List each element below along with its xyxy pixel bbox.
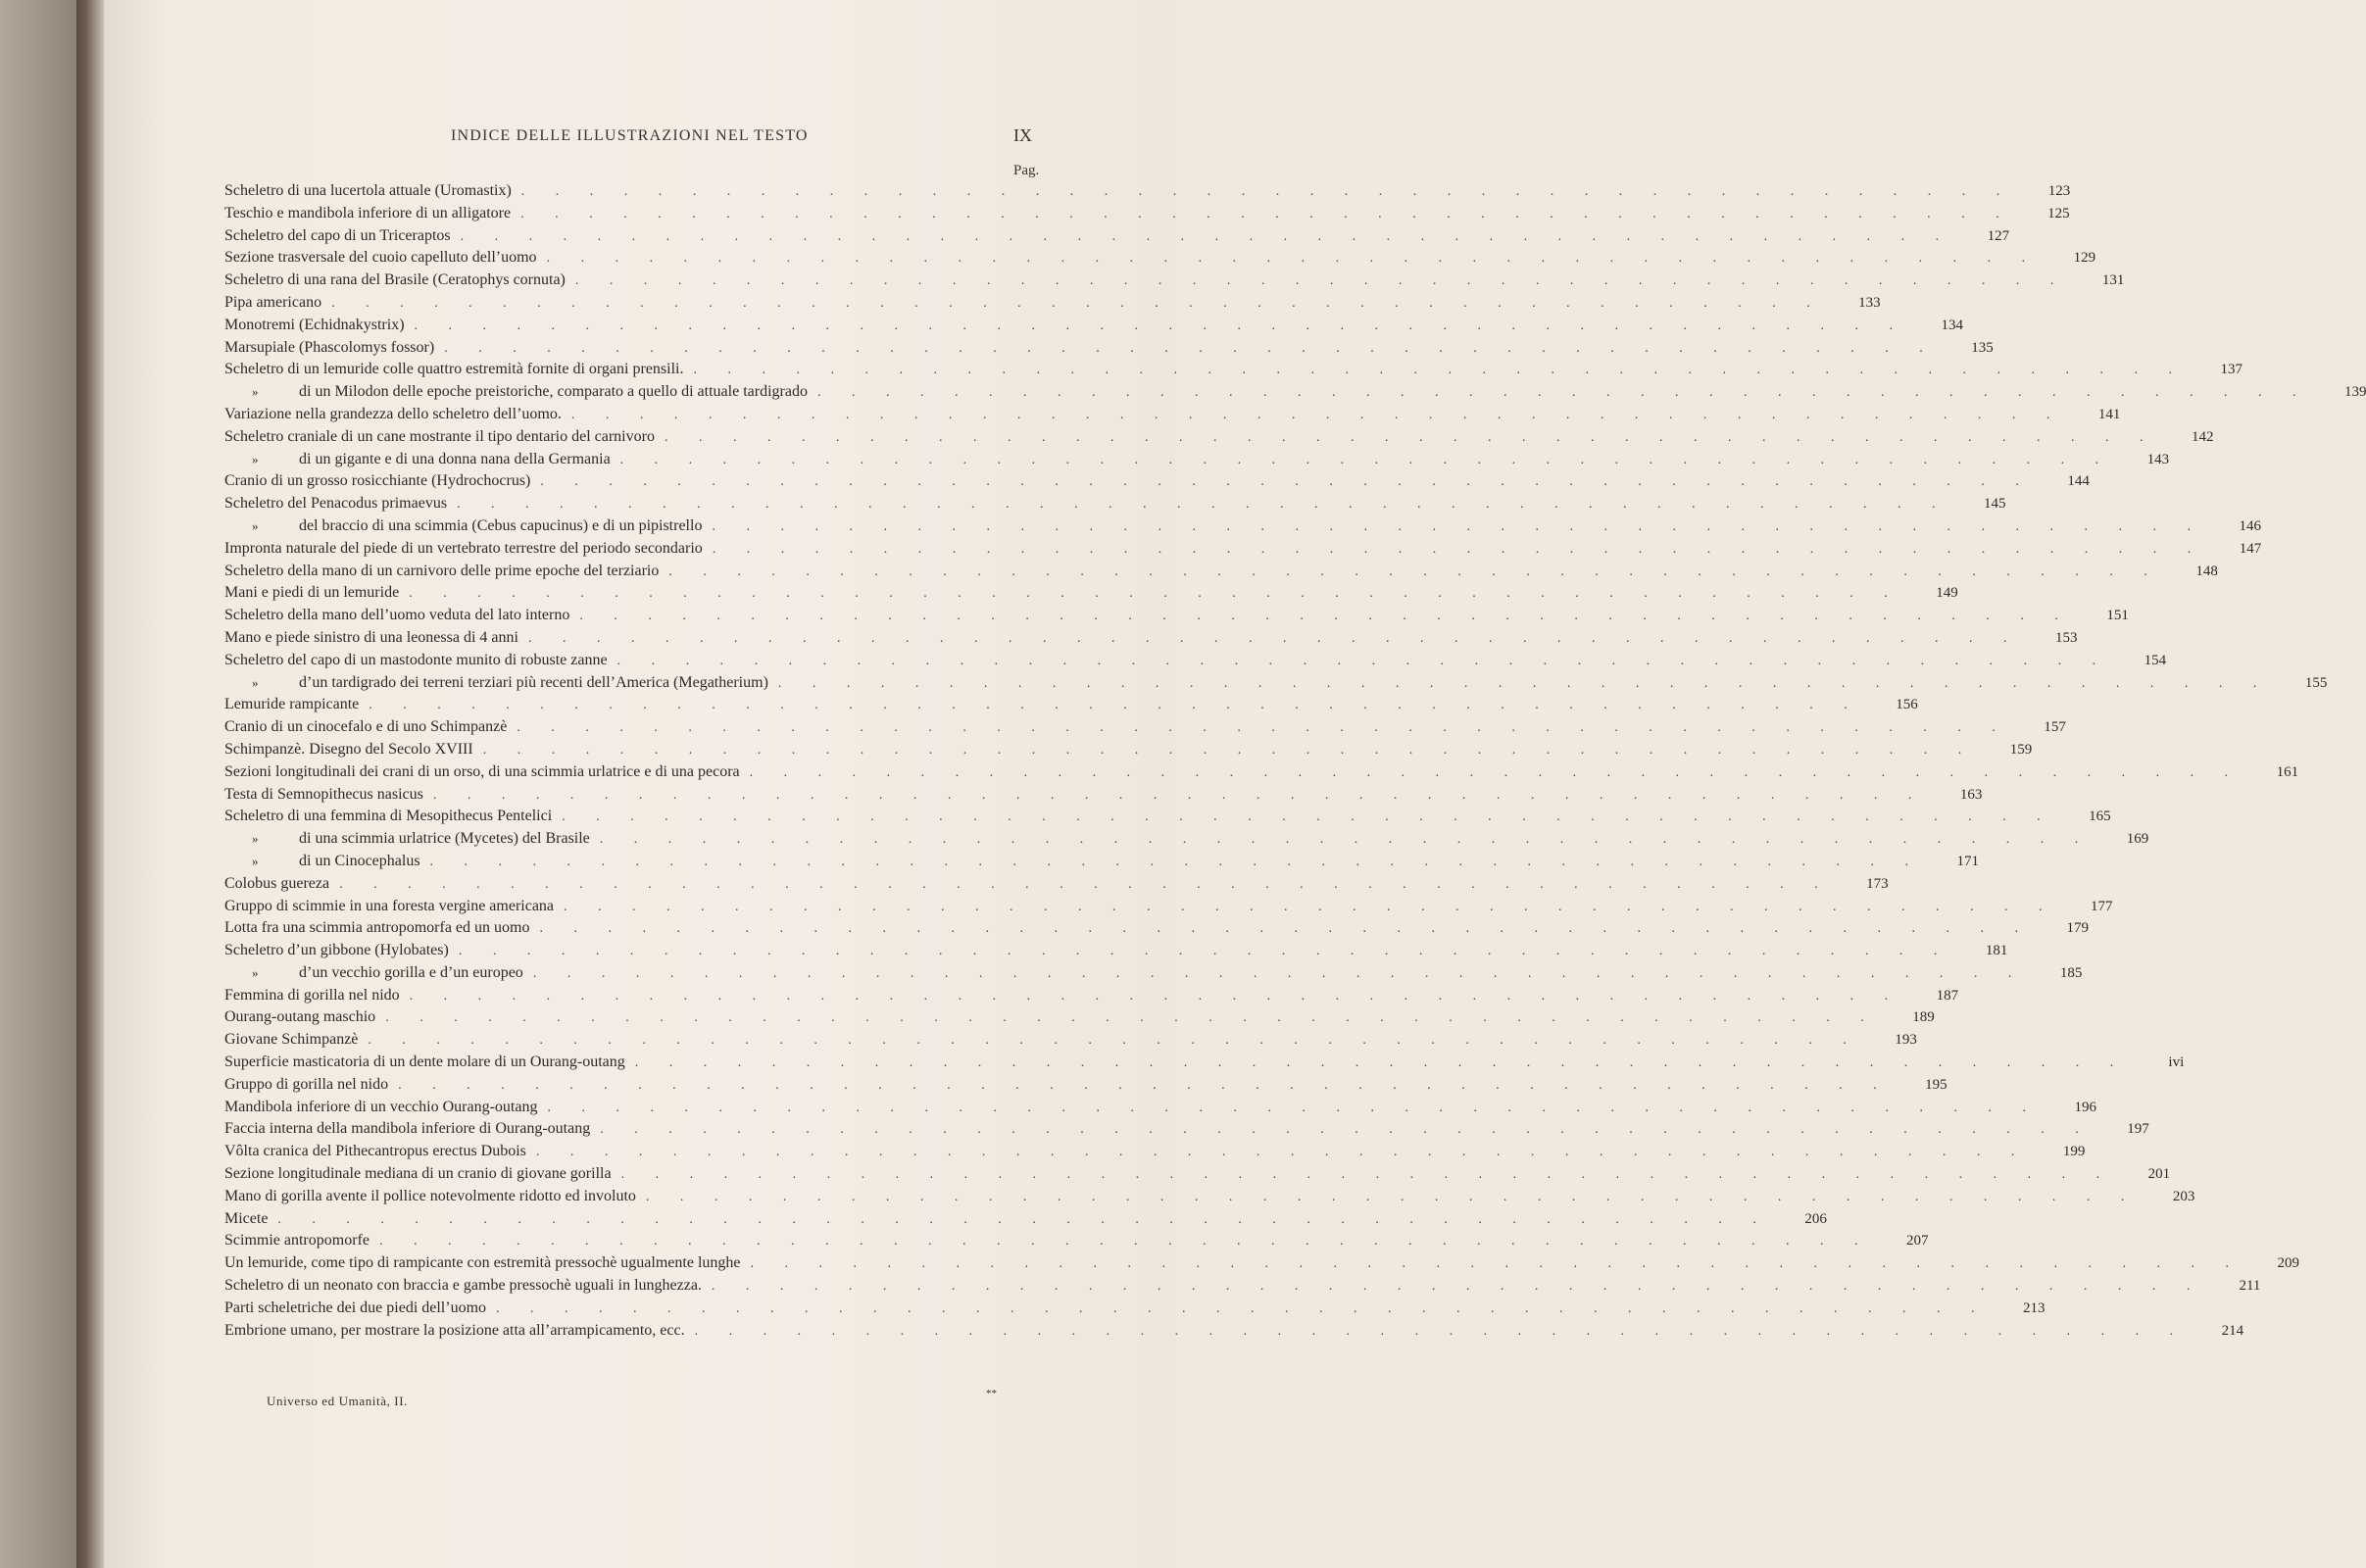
index-entry: [224, 762, 2299, 786]
leader-dots: . . . . . . . . . . . . . . . . . . . . . . . . . . . . . . . . . . . . . . . . . . . .: [458, 944, 1951, 959]
leader-dots: . . . . . . . . . . . . . . . . . . . . . . . . . . . . . . . . . . . . . . . . . . . .: [694, 1323, 2188, 1339]
entry-title: [224, 1031, 358, 1049]
leader-dots: . . . . . . . . . . . . . . . . . . . . . . . . . . . . . . . . . . . . . . . . . . . .: [564, 899, 2056, 914]
index-entry: [224, 673, 2328, 697]
book-gutter: [76, 0, 104, 1568]
leader-dots: . . . . . . . . . . . . . . . . . . . . . . . . . . . . . . . . . . . . . . . . . . . .: [750, 1256, 2243, 1272]
index-entry: [224, 516, 2261, 540]
printer-signature-mark: **: [986, 1388, 997, 1399]
index-entry: [224, 1232, 1929, 1254]
entry-title-text: Gruppo di scimmie in una foresta vergine americana: [224, 897, 555, 914]
index-entry: [224, 1098, 2096, 1121]
entry-title: [224, 1120, 590, 1138]
entry-title: [224, 763, 740, 781]
index-entry: [224, 1054, 2185, 1076]
leader-dots: . . . . . . . . . . . . . . . . . . . . . . . . . . . . . . . . . . . . . . . . . . . .: [409, 586, 1901, 602]
entry-title-text: Un lemuride, come tipo di rampicante con estremità pressochè ugualmente lunghe: [224, 1254, 741, 1272]
entry-page-number: 195: [1925, 1076, 1947, 1093]
index-entry: [224, 808, 2111, 830]
entry-title: [224, 1165, 612, 1183]
entry-title: [224, 808, 552, 825]
index-entry: [224, 718, 2066, 741]
leader-dots: . . . . . . . . . . . . . . . . . . . . . . . . . . . . . . . . . . . . . . . . . . . .: [409, 988, 1902, 1004]
entry-title-text: Mandibola inferiore di un vecchio Ourang-outang: [224, 1098, 538, 1115]
index-entry: [224, 361, 2243, 383]
entry-page-number: 139: [2343, 384, 2366, 401]
entry-title: [224, 942, 449, 959]
leader-dots: . . . . . . . . . . . . . . . . . . . . . . . . . . . . . . . . . . . . . . . . . . . .: [619, 452, 2113, 467]
leader-dots: . . . . . . . . . . . . . . . . . . . . . . . . . . . . . . . . . . . . . . . . . . . .: [532, 965, 2026, 981]
entry-title-text: Cranio di un grosso rosicchiante (Hydrochocrus): [224, 472, 531, 490]
leader-dots: . . . . . . . . . . . . . . . . . . . . . . . . . . . . . . . . . . . . . . . . . . . .: [579, 609, 2072, 624]
leader-dots: . . . . . . . . . . . . . . . . . . . . . . . . . . . . . . . . . . . . . . . . . . . .: [520, 184, 2014, 199]
index-entry: [224, 1075, 1947, 1099]
entry-title-text: Scheletro del capo di un Triceraptos: [224, 226, 451, 244]
index-entry: [224, 1254, 2299, 1277]
leader-dots: . . . . . . . . . . . . . . . . . . . . . . . . . . . . . . . . . . . . . . . . . . . .: [712, 541, 2205, 557]
entry-title: [224, 1232, 370, 1250]
entry-title-text: Mani e piedi di un lemuride: [224, 584, 400, 602]
entry-title-text: Teschio e mandibola inferiore di un alligatore: [224, 204, 512, 221]
index-entry: [224, 651, 2167, 674]
index-entry: [224, 1008, 1935, 1031]
leader-dots: . . . . . . . . . . . . . . . . . . . . . . . . . . . . . . . . . . . . . . . . . . . .: [668, 564, 2161, 579]
entry-title-text: Superficie masticatoria di un dente molare di un Ourang-outang: [224, 1054, 625, 1071]
ditto-mark: »: [252, 674, 259, 690]
index-entry: [224, 1165, 2171, 1188]
entry-page-number: 137: [2220, 362, 2243, 378]
leader-dots: . . . . . . . . . . . . . . . . . . . . . . . . . . . . . . . . . . . . . . . . . . . .: [664, 429, 2157, 445]
entry-title-text: Scheletro craniale di un cane mostrante il tipo dentario del carnivoro: [224, 427, 655, 445]
leader-dots: . . . . . . . . . . . . . . . . . . . . . . . . . . . . . . . . . . . . . . . . . . . .: [599, 832, 2093, 848]
entry-title-text: Schimpanzè. Disegno del Secolo XVIII: [224, 740, 473, 758]
entry-page-number: 185: [2059, 964, 2083, 981]
leader-dots: . . . . . . . . . . . . . . . . . . . . . . . . . . . . . . . . . . . . . . . . . . . .: [444, 340, 1937, 356]
entry-title: [224, 361, 683, 378]
index-entry: [224, 249, 2096, 271]
ditto-mark: »: [252, 451, 259, 466]
index-entry: [224, 338, 1994, 362]
entry-title: [224, 517, 702, 535]
entry-page-number: 171: [1956, 853, 1980, 869]
entry-page-number: 211: [2239, 1278, 2261, 1295]
entry-title-text: Variazione nella grandezza dello scheletro dell’uomo.: [224, 405, 562, 422]
entry-title: [224, 1076, 388, 1094]
leader-dots: . . . . . . . . . . . . . . . . . . . . . . . . . . . . . . . . . . . . . . . . . . . .: [429, 854, 1923, 869]
entry-title-text: Mano di gorilla avente il pollice notevolmente ridotto ed involuto: [224, 1187, 636, 1204]
entry-title: [224, 495, 447, 513]
entry-title-text: Embrione umano, per mostrare la posizione atta all’arrampicamento, ecc.: [224, 1321, 685, 1339]
entry-title: [224, 383, 808, 401]
entry-title: [224, 786, 423, 804]
entry-page-number: 201: [2147, 1166, 2171, 1183]
index-entry: [224, 1277, 2261, 1299]
page-number-roman: IX: [1013, 125, 1032, 145]
index-entry: [224, 383, 2366, 406]
entry-title-text: Giovane Schimpanzè: [224, 1031, 359, 1049]
entry-title-text: Scimmie antropomorfe: [224, 1232, 370, 1250]
entry-title: [224, 1188, 636, 1205]
index-entry: [224, 495, 2006, 517]
entry-title: [224, 339, 434, 357]
index-entry: [224, 628, 2078, 652]
leader-dots: . . . . . . . . . . . . . . . . . . . . . . . . . . . . . . . . . . . . . . . . . . . .: [517, 720, 2009, 736]
index-entry: [224, 963, 2083, 987]
leader-dots: . . . . . . . . . . . . . . . . . . . . . . . . . . . . . . . . . . . . . . . . . . . .: [432, 787, 1926, 803]
entry-page-number: 155: [2304, 674, 2328, 691]
index-entry: [224, 1298, 2046, 1322]
entry-title: [224, 584, 399, 602]
entry-title: [224, 696, 359, 713]
entry-page-number: 146: [2239, 517, 2261, 534]
entry-title: [224, 964, 523, 982]
entry-page-number: 159: [2009, 741, 2033, 758]
index-entry: [224, 204, 2070, 227]
entry-page-number: 133: [1858, 294, 1881, 311]
entry-title: [224, 1254, 741, 1272]
index-entry: [224, 897, 2113, 920]
entry-page-number: 199: [2062, 1144, 2086, 1160]
entry-title-text: Marsupiale (Phascolomys fossor): [224, 338, 435, 356]
pag-column-label: Pag.: [1013, 163, 1040, 178]
entry-title-text: del braccio di una scimmia (Cebus capucinus) e di un pipistrello: [299, 516, 703, 534]
entry-page-number: 129: [2073, 250, 2096, 267]
ditto-mark: »: [252, 384, 259, 400]
leader-dots: . . . . . . . . . . . . . . . . . . . . . . . . . . . . . . . . . . . . . . . . . . . .: [368, 1033, 1860, 1049]
index-entry: [224, 696, 1918, 718]
entry-title-text: Testa di Semnopithecus nasicus: [224, 785, 423, 803]
entry-title-text: Scheletro del capo di un mastodonte munito di robuste zanne: [224, 651, 608, 668]
index-entry: [224, 740, 2033, 763]
entry-page-number: 125: [2047, 205, 2070, 221]
index-entry: [224, 1321, 2244, 1345]
entry-title: [224, 987, 400, 1004]
entry-title: [224, 227, 451, 245]
entry-title: [224, 271, 566, 289]
entry-page-number: 169: [2126, 831, 2149, 848]
entry-title: [224, 1322, 685, 1340]
entry-title: [224, 249, 537, 267]
entry-title: [224, 1277, 702, 1295]
index-entry: [224, 226, 2010, 250]
entry-title-text: di una scimmia urlatrice (Mycetes) del Brasile: [299, 830, 590, 848]
entry-title: [224, 205, 511, 222]
entry-title-text: Ourang-outang maschio: [224, 1008, 376, 1026]
entry-title-text: Faccia interna della mandibola inferiore di Ourang-outang: [224, 1120, 591, 1138]
entry-title: [224, 182, 512, 200]
index-entry: [224, 472, 2090, 495]
entry-page-number: 141: [2097, 406, 2121, 422]
index-entry: [224, 562, 2218, 585]
entry-title: [224, 741, 473, 759]
leader-dots: . . . . . . . . . . . . . . . . . . . . . . . . . . . . . . . . . . . . . . . . . . . .: [749, 764, 2243, 780]
illustrations-index-list: [224, 182, 2366, 1344]
entry-title: [224, 1143, 526, 1160]
entry-title: [224, 607, 569, 624]
leader-dots: . . . . . . . . . . . . . . . . . . . . . . . . . . . . . . . . . . . . . . . . . . . .: [570, 407, 2064, 422]
ditto-mark: »: [252, 853, 259, 868]
entry-title: [224, 1299, 486, 1317]
entry-page-number: 145: [1984, 496, 2006, 513]
entry-page-number: 214: [2221, 1322, 2244, 1339]
entry-title: [224, 317, 405, 334]
entry-title-text: Scheletro di una femmina di Mesopithecus Pentelici: [224, 808, 553, 825]
entry-title-text: di un gigante e di una donna nana della Germania: [299, 450, 611, 467]
entry-title-text: Scheletro di un neonato con braccia e gambe pressochè uguali in lunghezza.: [224, 1277, 702, 1295]
entry-title-text: Mano e piede sinistro di una leonessa di 4 anni: [224, 628, 518, 646]
entry-title: [224, 406, 562, 423]
leader-dots: . . . . . . . . . . . . . . . . . . . . . . . . . . . . . . . . . . . . . . . . . . . .: [540, 474, 2033, 490]
entry-page-number: 157: [2044, 719, 2066, 736]
leader-dots: . . . . . . . . . . . . . . . . . . . . . . . . . . . . . . . . . . . . . . . . . . . .: [634, 1055, 2128, 1071]
entry-page-number: 134: [1941, 317, 1964, 333]
entry-page-number: 147: [2239, 540, 2262, 557]
entry-page-number: 187: [1936, 987, 1959, 1004]
entry-page-number: 193: [1895, 1032, 1917, 1049]
leader-dots: . . . . . . . . . . . . . . . . . . . . . . . . . . . . . . . . . . . . . . . . . . . .: [457, 497, 1949, 513]
entry-title: [224, 1054, 625, 1071]
leader-dots: . . . . . . . . . . . . . . . . . . . . . . . . . . . . . . . . . . . . . . . . . . . .: [711, 1279, 2204, 1295]
entry-title-text: di un Milodon delle epoche preistoriche, comparato a quello di attuale tardigrado: [299, 383, 808, 401]
leader-dots: . . . . . . . . . . . . . . . . . . . . . . . . . . . . . . . . . . . . . . . . . . . .: [645, 1189, 2139, 1204]
entry-title: [224, 652, 608, 669]
leader-dots: . . . . . . . . . . . . . . . . . . . . . . . . . . . . . . . . . . . . . . . . . . . .: [414, 318, 1907, 333]
entry-page-number: 135: [1971, 339, 1994, 356]
entry-title-text: Sezioni longitudinali dei crani di un orso, di una scimmia urlatrice e di una pecora: [224, 762, 740, 780]
entry-page-number: 154: [2144, 652, 2167, 668]
entry-title: [224, 718, 507, 736]
ditto-mark: »: [252, 964, 259, 980]
leader-dots: . . . . . . . . . . . . . . . . . . . . . . . . . . . . . . . . . . . . . . . . . . . .: [600, 1122, 2093, 1138]
entry-title: [224, 540, 703, 558]
leader-dots: . . . . . . . . . . . . . . . . . . . . . . . . . . . . . . . . . . . . . . . . . . . .: [277, 1211, 1770, 1227]
entry-title-text: Scheletro del Penacodus primaevus: [224, 495, 448, 513]
index-entry: [224, 942, 2008, 964]
entry-title: [224, 830, 590, 848]
leader-dots: . . . . . . . . . . . . . . . . . . . . . . . . . . . . . . . . . . . . . . . . . . . .: [562, 809, 2054, 825]
leader-dots: . . . . . . . . . . . . . . . . . . . . . . . . . . . . . . . . . . . . . . . . . . . .: [527, 630, 2021, 646]
ditto-mark: »: [252, 831, 259, 847]
entry-title: [224, 919, 529, 937]
entry-title-text: Scheletro della mano dell’uomo veduta del lato interno: [224, 607, 570, 624]
entry-title-text: Micete: [224, 1209, 269, 1227]
entry-title-text: Lotta fra una scimmia antropomorfa ed un uomo: [224, 919, 530, 937]
entry-title: [224, 875, 329, 893]
entry-title-text: Monotremi (Echidnakystrix): [224, 316, 405, 333]
entry-title-text: Sezione trasversale del cuoio capelluto dell’uomo: [224, 249, 537, 267]
entry-title-text: Cranio di un cinocefalo e di uno Schimpanzè: [224, 718, 508, 736]
entry-page-number: 161: [2276, 763, 2299, 780]
entry-title: [224, 853, 420, 870]
index-entry: [224, 271, 2125, 294]
index-entry: [224, 1031, 1917, 1054]
index-entry: [224, 1120, 2149, 1143]
entry-page-number: 173: [1866, 875, 1889, 892]
entry-page-number: 197: [2127, 1121, 2149, 1138]
entry-page-number: 127: [1987, 227, 2010, 244]
index-entry: [224, 450, 2170, 473]
entry-title: [224, 428, 655, 446]
entry-page-number: 163: [1959, 786, 1983, 803]
entry-title-text: Lemuride rampicante: [224, 696, 360, 713]
entry-page-number: ivi: [2168, 1054, 2185, 1071]
leader-dots: . . . . . . . . . . . . . . . . . . . . . . . . . . . . . . . . . . . . . . . . . . . .: [547, 1100, 2040, 1115]
imprint-footer: Universo ed Umanità, II.: [267, 1394, 408, 1408]
entry-title-text: Impronta naturale del piede di un vertebrato terrestre del periodo secondario: [224, 539, 703, 557]
entry-page-number: 156: [1896, 697, 1918, 713]
leader-dots: . . . . . . . . . . . . . . . . . . . . . . . . . . . . . . . . . . . . . . . . . . . .: [331, 295, 1824, 311]
index-entry: [224, 1209, 1827, 1233]
entry-title-text: d’un vecchio gorilla e d’un europeo: [299, 963, 523, 981]
entry-title: [224, 563, 659, 580]
leader-dots: . . . . . . . . . . . . . . . . . . . . . . . . . . . . . . . . . . . . . . . . . . . .: [482, 742, 1976, 758]
entry-title-text: Scheletro della mano di un carnivoro delle prime epoche del terziario: [224, 562, 660, 579]
leader-dots: . . . . . . . . . . . . . . . . . . . . . . . . . . . . . . . . . . . . . . . . . . . .: [712, 518, 2204, 534]
entry-title-text: Femmina di gorilla nel nido: [224, 986, 400, 1004]
index-entry: [224, 919, 2089, 942]
entry-page-number: 144: [2067, 473, 2090, 490]
index-entry: [224, 427, 2214, 451]
index-entry: [224, 785, 1983, 808]
leader-dots: . . . . . . . . . . . . . . . . . . . . . . . . . . . . . . . . . . . . . . . . . . . .: [693, 363, 2186, 378]
entry-title-text: Colobus guereza: [224, 874, 330, 892]
entry-page-number: 203: [2172, 1188, 2195, 1204]
entry-title: [224, 472, 530, 490]
index-entry: [224, 293, 1881, 317]
entry-page-number: 131: [2101, 272, 2125, 289]
entry-title-text: Sezione longitudinale mediana di un cranio di giovane gorilla: [224, 1165, 612, 1183]
leader-dots: . . . . . . . . . . . . . . . . . . . . . . . . . . . . . . . . . . . . . . . . . . . .: [574, 273, 2068, 289]
entry-page-number: 177: [2091, 898, 2113, 914]
index-entry: [224, 852, 1980, 875]
entry-page-number: 149: [1936, 585, 1958, 602]
entry-title: [224, 629, 518, 647]
entry-page-number: 151: [2106, 608, 2129, 624]
leader-dots: . . . . . . . . . . . . . . . . . . . . . . . . . . . . . . . . . . . . . . . . . . . .: [777, 675, 2271, 691]
entry-title: [224, 674, 768, 692]
entry-page-number: 142: [2191, 428, 2214, 445]
index-entry: [224, 607, 2129, 629]
leader-dots: . . . . . . . . . . . . . . . . . . . . . . . . . . . . . . . . . . . . . . . . . . . .: [460, 228, 1953, 244]
entry-page-number: 206: [1804, 1210, 1827, 1227]
leader-dots: . . . . . . . . . . . . . . . . . . . . . . . . . . . . . . . . . . . . . . . . . . . .: [378, 1234, 1872, 1250]
entry-title-text: d’un tardigrado dei terreni terziari più recenti dell’America (Megatherium): [299, 673, 768, 691]
entry-title-text: Scheletro di un lemuride colle quattro estremità fornite di organi prensili.: [224, 361, 684, 378]
entry-title-text: Scheletro di una lucertola attuale (Uromastix): [224, 182, 512, 199]
leader-dots: . . . . . . . . . . . . . . . . . . . . . . . . . . . . . . . . . . . . . . . . . . . .: [339, 876, 1832, 892]
leader-dots: . . . . . . . . . . . . . . . . . . . . . . . . . . . . . . . . . . . . . . . . . . . .: [616, 653, 2110, 668]
entry-title: [224, 898, 554, 915]
entry-title-text: Gruppo di gorilla nel nido: [224, 1075, 389, 1093]
book-spine-shadow: [0, 0, 76, 1568]
entry-title-text: Parti scheletriche dei due piedi dell’uomo: [224, 1298, 487, 1316]
index-entry: [224, 539, 2262, 563]
index-entry: [224, 986, 1959, 1009]
entry-page-number: 153: [2054, 629, 2078, 646]
entry-page-number: 123: [2047, 183, 2071, 199]
entry-page-number: 207: [1905, 1233, 1929, 1250]
index-entry: [224, 830, 2149, 853]
leader-dots: . . . . . . . . . . . . . . . . . . . . . . . . . . . . . . . . . . . . . . . . . . . .: [535, 1145, 2029, 1160]
leader-dots: . . . . . . . . . . . . . . . . . . . . . . . . . . . . . . . . . . . . . . . . . . . .: [369, 698, 1861, 713]
entry-page-number: 143: [2146, 451, 2170, 467]
entry-page-number: 209: [2277, 1255, 2299, 1272]
entry-title-text: Scheletro d’un gibbone (Hylobates): [224, 942, 449, 959]
index-entry: [224, 1187, 2195, 1210]
entry-page-number: 181: [1985, 943, 2008, 959]
entry-title: [224, 1099, 537, 1116]
entry-title-text: Scheletro di una rana del Brasile (Ceratophys cornuta): [224, 271, 566, 289]
entry-title: [224, 294, 321, 312]
entry-title: [224, 451, 611, 468]
entry-title-text: Vôlta cranica del Pithecantropus erectus Dubois: [224, 1143, 526, 1160]
entry-page-number: 189: [1912, 1009, 1935, 1026]
leader-dots: . . . . . . . . . . . . . . . . . . . . . . . . . . . . . . . . . . . . . . . . . . . .: [546, 251, 2040, 267]
entry-page-number: 165: [2089, 808, 2111, 825]
index-entry: [224, 405, 2121, 428]
entry-title-text: di un Cinocephalus: [299, 852, 420, 869]
leader-dots: . . . . . . . . . . . . . . . . . . . . . . . . . . . . . . . . . . . . . . . . . . . .: [520, 206, 2013, 221]
running-head: INDICE DELLE ILLUSTRAZIONI NEL TESTO: [451, 127, 809, 144]
leader-dots: . . . . . . . . . . . . . . . . . . . . . . . . . . . . . . . . . . . . . . . . . . . .: [539, 921, 2032, 937]
entry-title: [224, 1210, 268, 1228]
leader-dots: . . . . . . . . . . . . . . . . . . . . . . . . . . . . . . . . . . . . . . . . . . . .: [816, 385, 2310, 401]
leader-dots: . . . . . . . . . . . . . . . . . . . . . . . . . . . . . . . . . . . . . . . . . . . .: [385, 1010, 1878, 1026]
entry-title-text: Pipa americano: [224, 293, 322, 311]
ditto-mark: »: [252, 517, 259, 533]
leader-dots: . . . . . . . . . . . . . . . . . . . . . . . . . . . . . . . . . . . . . . . . . . . .: [398, 1077, 1891, 1093]
entry-title: [224, 1008, 375, 1026]
index-entry: [224, 874, 1889, 898]
entry-page-number: 213: [2023, 1299, 2046, 1316]
leader-dots: . . . . . . . . . . . . . . . . . . . . . . . . . . . . . . . . . . . . . . . . . . . .: [496, 1300, 1989, 1316]
entry-page-number: 196: [2074, 1099, 2096, 1115]
entry-page-number: 179: [2066, 920, 2089, 937]
index-entry: [224, 584, 1958, 607]
index-entry: [224, 316, 1964, 339]
index-entry: [224, 182, 2071, 205]
leader-dots: . . . . . . . . . . . . . . . . . . . . . . . . . . . . . . . . . . . . . . . . . . . .: [620, 1167, 2114, 1183]
index-entry: [224, 1143, 2086, 1165]
entry-page-number: 148: [2195, 563, 2218, 579]
